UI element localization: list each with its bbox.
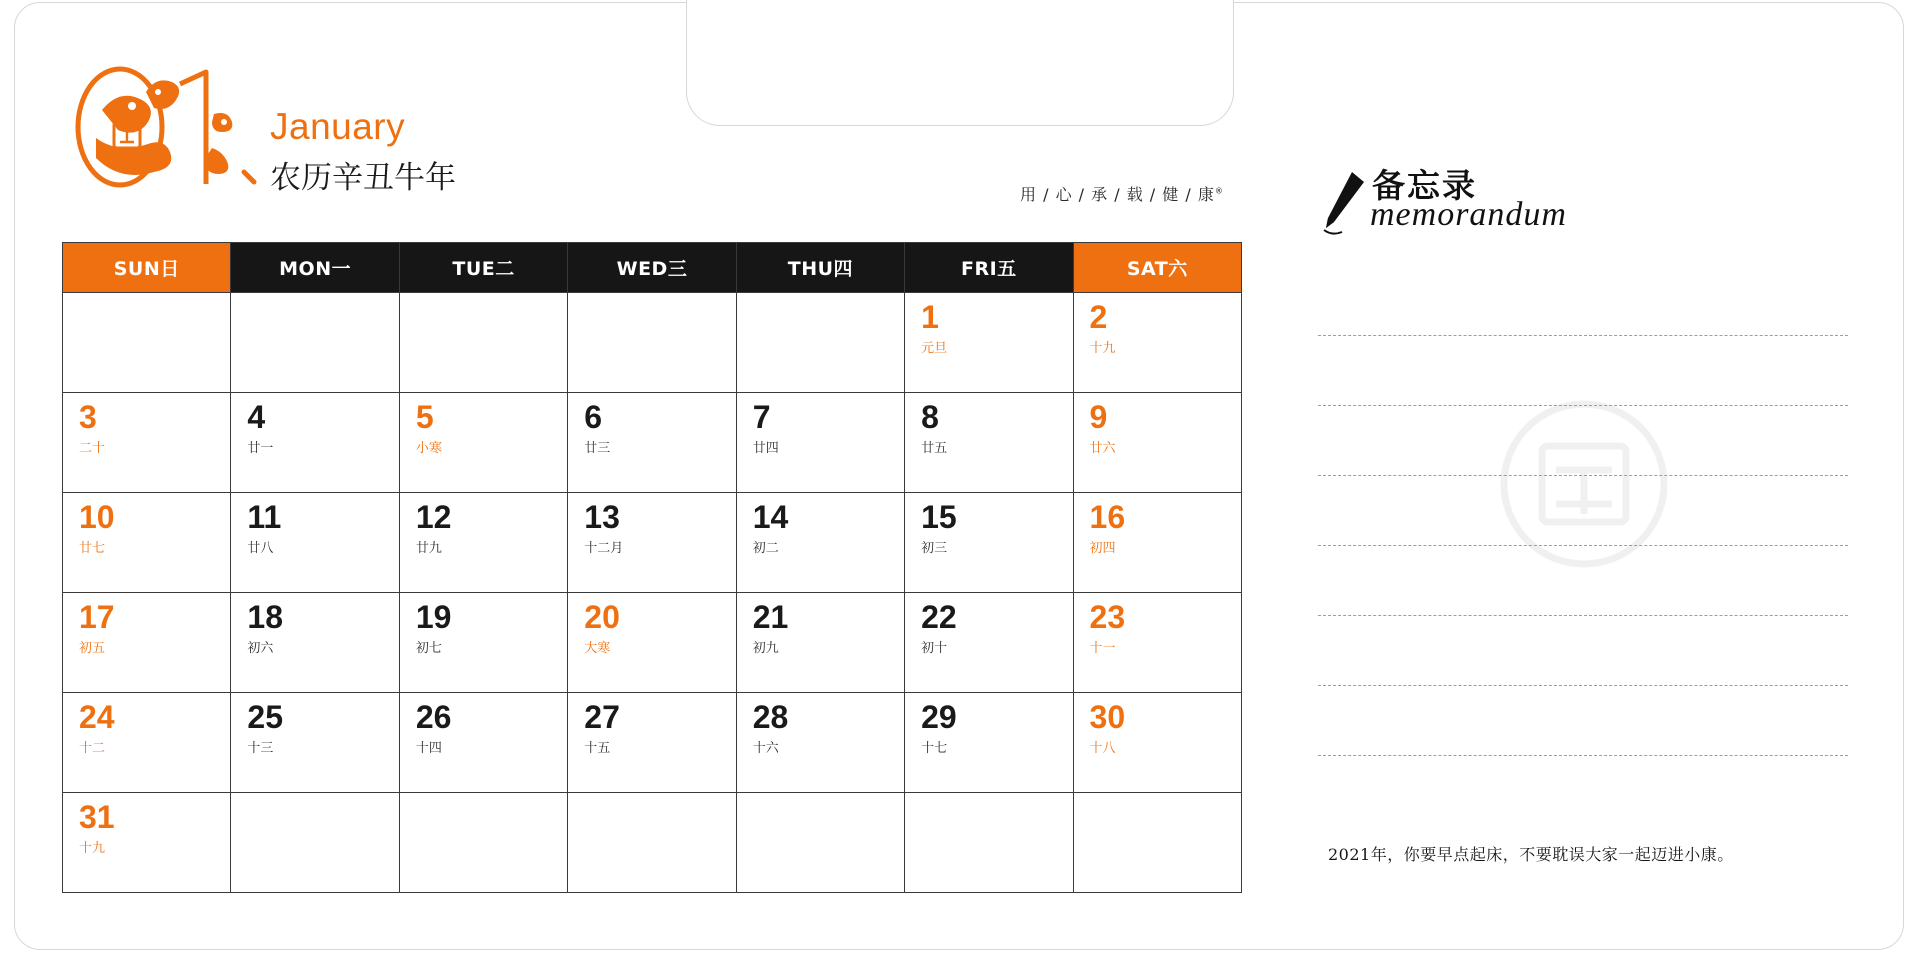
calendar-week-row — [63, 593, 1242, 693]
lunar-label: 小寒 — [415, 441, 442, 456]
calendar-day-cell[interactable] — [905, 593, 1073, 693]
memo-write-line[interactable] — [1318, 546, 1848, 616]
weekday-header-4: THU四 — [736, 243, 904, 293]
day-number: 13 — [584, 499, 620, 535]
calendar-day-cell[interactable] — [568, 393, 736, 493]
lunar-label: 十九 — [1089, 341, 1116, 356]
calendar-day-cell[interactable] — [63, 793, 231, 893]
day-cell-content — [905, 593, 1072, 655]
calendar-day-cell[interactable] — [1073, 293, 1241, 393]
calendar-cell-empty — [905, 793, 1073, 893]
month-01-ox-logo-icon — [62, 62, 262, 192]
day-number: 23 — [1089, 599, 1126, 635]
brand-slogan — [1020, 182, 1224, 205]
day-cell-content — [905, 493, 1072, 555]
calendar-day-cell[interactable] — [231, 393, 399, 493]
day-cell-content — [400, 493, 567, 555]
day-number: 7 — [752, 399, 771, 435]
day-cell-content — [1074, 393, 1241, 455]
calendar-week-row — [63, 293, 1242, 393]
calendar-day-cell[interactable] — [1073, 593, 1241, 693]
day-number: 8 — [921, 399, 939, 435]
lunar-label: 十一 — [1089, 641, 1116, 656]
calendar-cell-empty — [736, 293, 904, 393]
lunar-label: 初十 — [921, 641, 948, 656]
calendar-day-cell[interactable] — [399, 693, 567, 793]
memo-footnote: 2021年，你要早点起床，不要耽误大家一起迈进小康。 — [1328, 845, 1734, 864]
calendar-day-cell[interactable] — [736, 693, 904, 793]
lunar-label: 十九 — [79, 841, 106, 856]
day-cell-content — [737, 393, 904, 455]
day-number: 15 — [921, 499, 957, 535]
lunar-label: 十五 — [584, 741, 611, 756]
calendar-day-cell[interactable] — [1073, 493, 1241, 593]
day-number: 11 — [247, 499, 282, 535]
lunar-label: 十七 — [921, 741, 948, 756]
lunar-label: 廿六 — [1089, 441, 1116, 456]
calendar-day-cell[interactable] — [231, 693, 399, 793]
day-number: 17 — [79, 599, 115, 635]
day-number: 3 — [79, 399, 97, 435]
weekday-header-3: WED三 — [568, 243, 736, 293]
day-cell-content — [568, 393, 735, 455]
lunar-label: 初六 — [247, 641, 274, 656]
day-number: 9 — [1089, 399, 1108, 435]
day-cell-content — [737, 593, 904, 655]
day-number: 25 — [247, 699, 284, 735]
memo-write-line[interactable] — [1318, 616, 1848, 686]
lunar-label: 廿九 — [415, 541, 442, 556]
day-cell-content — [400, 693, 567, 755]
calendar-day-cell[interactable] — [736, 393, 904, 493]
day-cell-content — [905, 293, 1072, 355]
day-cell-content — [1074, 493, 1241, 555]
day-cell-content — [63, 393, 230, 455]
day-number: 12 — [415, 499, 452, 535]
calendar-day-cell[interactable] — [1073, 693, 1241, 793]
day-cell-content — [231, 393, 398, 455]
brand-slogan-text: 用 / 心 / 承 / 载 / 健 / 康 — [1020, 185, 1215, 204]
weekday-header-2: TUE二 — [399, 243, 567, 293]
day-number: 21 — [752, 599, 789, 635]
lunar-label: 十四 — [415, 741, 442, 756]
day-cell-content — [737, 693, 904, 755]
calendar-day-cell[interactable] — [63, 693, 231, 793]
day-number: 2 — [1089, 299, 1108, 335]
lunar-label: 初七 — [415, 641, 442, 656]
day-cell-content — [231, 493, 398, 555]
day-cell-content — [568, 593, 735, 655]
day-number: 26 — [415, 699, 452, 735]
calendar-week-row — [63, 693, 1242, 793]
day-cell-content — [63, 593, 230, 655]
day-number: 1 — [921, 299, 939, 335]
day-cell-content — [568, 693, 735, 755]
lunar-label: 初二 — [752, 541, 779, 556]
day-number: 5 — [415, 399, 434, 435]
calendar-day-cell[interactable] — [63, 593, 231, 693]
day-number: 22 — [921, 599, 957, 635]
calendar-cell-empty — [399, 793, 567, 893]
weekday-header-row — [63, 243, 1242, 293]
weekday-header-6: SAT六 — [1073, 243, 1241, 293]
lunar-label: 廿八 — [247, 541, 274, 556]
lunar-label: 初九 — [752, 641, 779, 656]
lunar-year-label: 农历辛丑牛年 — [270, 160, 456, 196]
month-titles — [270, 62, 456, 194]
calendar-week-row — [63, 393, 1242, 493]
calendar-day-cell[interactable] — [231, 493, 399, 593]
calendar-cell-empty — [231, 293, 399, 393]
calendar-day-cell[interactable] — [736, 493, 904, 593]
lunar-label: 大寒 — [584, 641, 611, 656]
calendar-cell-empty — [736, 793, 904, 893]
day-number: 30 — [1089, 699, 1126, 735]
calendar-cell-empty — [1073, 793, 1241, 893]
calendar-day-cell[interactable] — [568, 693, 736, 793]
lunar-label: 初三 — [921, 541, 948, 556]
lunar-label: 元旦 — [921, 341, 948, 356]
lunar-label: 十六 — [752, 741, 779, 756]
calendar-day-cell[interactable] — [905, 693, 1073, 793]
calendar-day-cell[interactable] — [905, 393, 1073, 493]
calendar-cell-empty — [568, 293, 736, 393]
day-number: 18 — [247, 599, 284, 635]
calendar-day-cell[interactable] — [399, 493, 567, 593]
lunar-label: 二十 — [79, 441, 106, 456]
day-number: 19 — [415, 599, 452, 635]
memo-title-en: memorandum — [1370, 196, 1567, 233]
lunar-label: 廿五 — [921, 441, 948, 456]
day-number: 10 — [79, 499, 115, 535]
day-number: 16 — [1089, 499, 1126, 535]
notch-mask — [688, 0, 1232, 4]
calendar-day-cell[interactable] — [63, 493, 231, 593]
calendar-cell-empty — [231, 793, 399, 893]
day-cell-content — [231, 593, 398, 655]
lunar-label: 初四 — [1089, 541, 1116, 556]
day-number: 20 — [584, 599, 620, 635]
lunar-label: 十二月 — [584, 541, 624, 556]
day-cell-content — [400, 393, 567, 455]
lunar-label: 廿四 — [752, 441, 779, 456]
memo-write-line[interactable] — [1318, 266, 1848, 336]
memo-title-cn: 备忘录 — [1372, 166, 1477, 205]
day-cell-content — [905, 393, 1072, 455]
calendar-day-cell[interactable] — [568, 493, 736, 593]
lunar-label: 十八 — [1089, 741, 1116, 756]
memo-header — [1318, 166, 1848, 270]
day-cell-content — [63, 493, 230, 555]
top-tab-notch — [686, 0, 1234, 126]
calendar-body — [63, 293, 1242, 893]
day-cell-content — [400, 593, 567, 655]
day-cell-content — [1074, 593, 1241, 655]
day-number: 24 — [79, 699, 115, 735]
calendar-day-cell[interactable] — [905, 493, 1073, 593]
memo-write-line[interactable] — [1318, 406, 1848, 476]
weekday-header-5: FRI五 — [905, 243, 1073, 293]
day-number: 27 — [584, 699, 620, 735]
day-cell-content — [63, 693, 230, 755]
day-cell-content — [63, 793, 230, 855]
registered-mark: ® — [1214, 186, 1224, 196]
memo-write-line[interactable] — [1318, 686, 1848, 756]
calendar-day-cell[interactable] — [736, 593, 904, 693]
day-number: 6 — [584, 399, 603, 435]
day-cell-content — [568, 493, 735, 555]
calendar-day-cell[interactable] — [63, 393, 231, 493]
memo-panel — [1318, 166, 1848, 870]
lunar-label: 廿三 — [584, 441, 611, 456]
lunar-label: 廿七 — [79, 541, 106, 556]
lunar-label: 十三 — [247, 741, 274, 756]
calendar-cell-empty — [63, 293, 231, 393]
calendar-day-cell[interactable] — [231, 593, 399, 693]
month-header — [62, 62, 456, 194]
calendar-cell-empty — [568, 793, 736, 893]
memo-write-line[interactable] — [1318, 336, 1848, 406]
calendar-grid — [62, 242, 1242, 893]
weekday-header-0: SUN日 — [63, 243, 231, 293]
lunar-label: 廿一 — [247, 441, 274, 456]
pen-icon — [1318, 170, 1378, 245]
day-cell-content — [231, 693, 398, 755]
calendar-day-cell[interactable] — [568, 593, 736, 693]
day-number: 31 — [79, 799, 115, 835]
memo-lines[interactable] — [1318, 266, 1848, 756]
calendar-day-cell[interactable] — [905, 293, 1073, 393]
day-number: 28 — [752, 699, 789, 735]
weekday-header-1: MON一 — [231, 243, 399, 293]
day-cell-content — [1074, 693, 1241, 755]
day-cell-content — [1074, 293, 1241, 355]
day-cell-content — [905, 693, 1072, 755]
calendar-day-cell[interactable] — [399, 593, 567, 693]
lunar-label: 初五 — [79, 641, 106, 656]
calendar-week-row — [63, 493, 1242, 593]
calendar-cell-empty — [399, 293, 567, 393]
day-number: 14 — [752, 499, 789, 535]
calendar-day-cell[interactable] — [399, 393, 567, 493]
day-cell-content — [737, 493, 904, 555]
day-number: 4 — [247, 399, 266, 435]
calendar-week-row — [63, 793, 1242, 893]
calendar-day-cell[interactable] — [1073, 393, 1241, 493]
memo-write-line[interactable] — [1318, 476, 1848, 546]
day-number: 29 — [921, 699, 957, 735]
month-name-en: January — [270, 106, 406, 147]
lunar-label: 十二 — [79, 741, 106, 756]
